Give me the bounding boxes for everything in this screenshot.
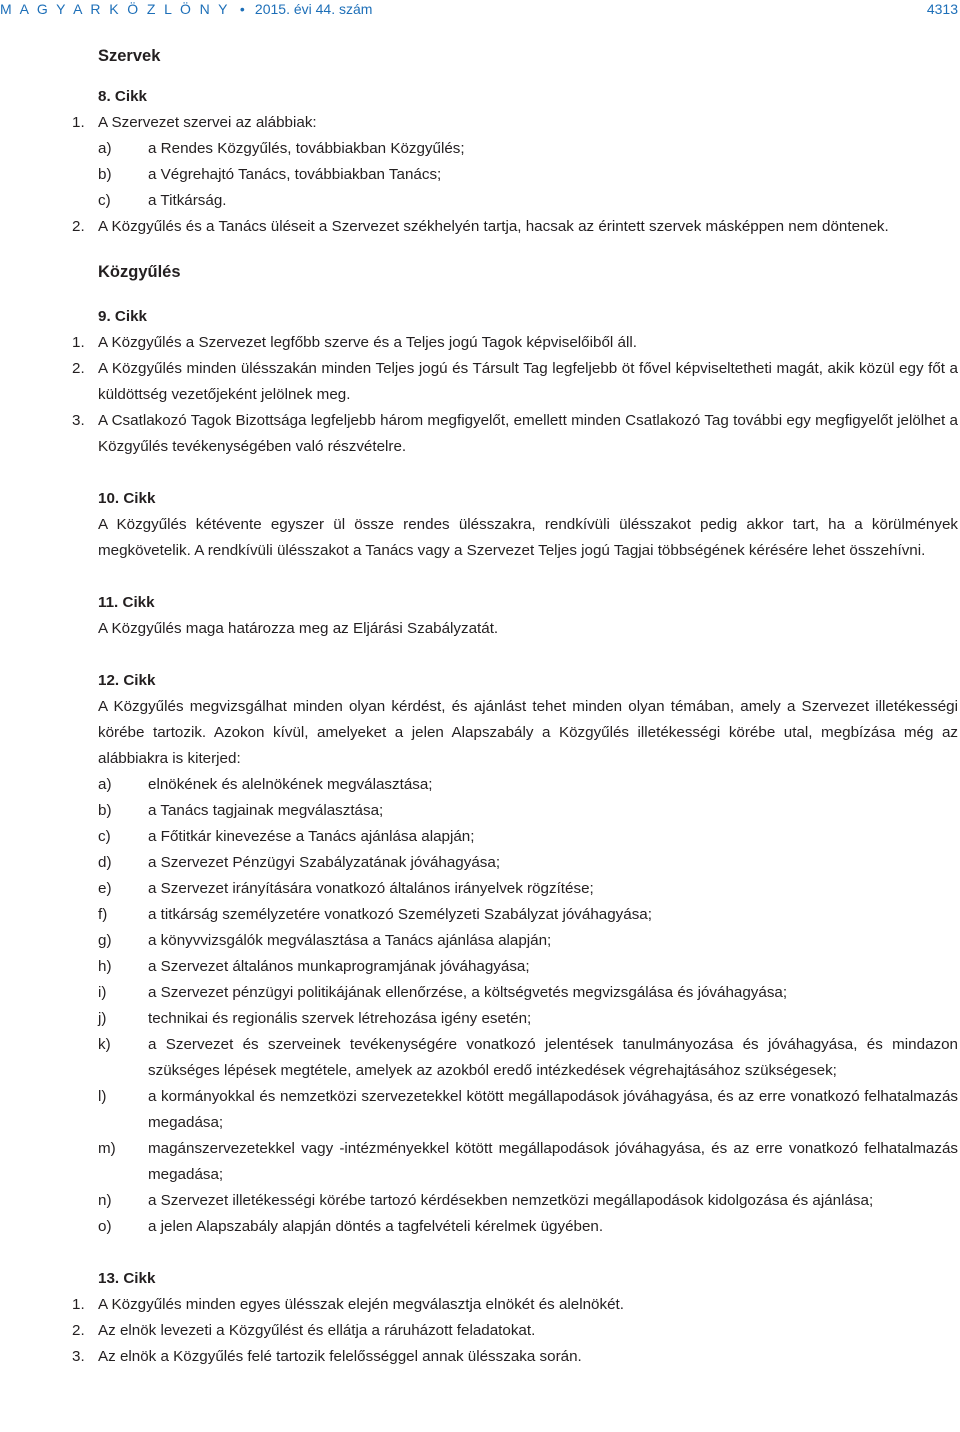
- list-item: h) a Szervezet általános munkaprogramjának jóváhagyása;: [98, 958, 530, 975]
- article-9-para-1: 1. A Közgyűlés a Szervezet legfőbb szerve és a Teljes jogú Tagok képviselőiből áll.: [72, 334, 637, 351]
- article-10-text: A Közgyűlés kétévente egyszer ül össze rendes ülésszakra, rendkívüli ülésszakot pedig akkor tart, ha a körülmények megkövetelik. A rendkívüli ülésszakot a Tanács vagy a Szervezet Teljes jogú Tagjai többségének kérésére lehet összehívni.: [98, 516, 958, 559]
- article-12-heading: 12. Cikk: [98, 672, 156, 689]
- article-13-para-3: 3. Az elnök a Közgyűlés felé tartozik felelősséggel annak ülésszaka során.: [72, 1348, 582, 1365]
- list-item: m) magánszervezetekkel vagy -intézményekkel kötött megállapodások jóváhagyása, és az erre vonatkozó felhatalmazás megadása;: [98, 1140, 958, 1183]
- document-body: [72, 42, 958, 1370]
- list-item: d) a Szervezet Pénzügyi Szabályzatának jóváhagyása;: [98, 854, 501, 871]
- list-item: j) technikai és regionális szervek létrehozása igény esetén;: [98, 1010, 532, 1027]
- article-11-heading: 11. Cikk: [98, 594, 155, 611]
- list-item: n) a Szervezet illetékességi körébe tartozó kérdésekben nemzetközi megállapodások kidolgozása és ajánlása;: [98, 1192, 874, 1209]
- article-11-text: A Közgyűlés maga határozza meg az Eljárási Szabályzatát.: [98, 620, 499, 637]
- list-item: e) a Szervezet irányítására vonatkozó általános irányelvek rögzítése;: [98, 880, 594, 897]
- article-8-item-b: b) a Végrehajtó Tanács, továbbiakban Tanács;: [98, 166, 442, 183]
- article-12-text: A Közgyűlés megvizsgálhat minden olyan kérdést, és ajánlást tehet minden olyan témában, amely a Szervezet illetékességi körébe tartozik. Azokon kívül, amelyeket a jelen Alapszabály a Közgyűlés illetékességi körébe utal, megbízása még az alábbiakra is kiterjed:: [98, 698, 958, 767]
- page-number: 4313: [926, 1, 958, 17]
- article-8-para-1: 1. A Szervezet szervei az alábbiak:: [72, 114, 317, 131]
- list-item: c) a Főtitkár kinevezése a Tanács ajánlása alapján;: [98, 828, 475, 845]
- section-title-szervek: Szervek: [98, 47, 161, 65]
- article-8-heading: 8. Cikk: [98, 88, 147, 105]
- article-12-list: [98, 772, 958, 1240]
- list-item: i) a Szervezet pénzügyi politikájának ellenőrzése, a költségvetés megvizsgálása és jóváhagyása;: [98, 984, 788, 1001]
- article-13-heading: 13. Cikk: [98, 1270, 156, 1287]
- article-9-para-3: 3. A Csatlakozó Tagok Bizottsága legfeljebb három megfigyelőt, emellett minden Csatlakozó Tag további egy megfigyelőt jelölhet a Közgyűlés tevékenységében való részvételre.: [72, 412, 958, 455]
- article-8-para-2: 2. A Közgyűlés és a Tanács üléseit a Szervezet székhelyén tartja, hacsak az érintett szervek másképpen nem döntenek.: [72, 218, 889, 235]
- journal-header: [0, 1, 372, 17]
- list-item: o) a jelen Alapszabály alapján döntés a tagfelvételi kérelmek ügyében.: [98, 1218, 604, 1235]
- list-item: b) a Tanács tagjainak megválasztása;: [98, 802, 384, 819]
- article-13-para-1: 1. A Közgyűlés minden egyes ülésszak elején megválasztja elnökét és alelnökét.: [72, 1296, 624, 1313]
- list-item: a) elnökének és alelnökének megválasztása;: [98, 776, 433, 793]
- list-item: g) a könyvvizsgálók megválasztása a Tanács ajánlása alapján;: [98, 932, 552, 949]
- page-header: [0, 0, 960, 24]
- article-8-item-a: a) a Rendes Közgyűlés, továbbiakban Közgyűlés;: [98, 140, 465, 157]
- header-bullet: •: [239, 1, 245, 17]
- list-item: l) a kormányokkal és nemzetközi szervezetekkel kötött megállapodások jóváhagyása, és az erre vonatkozó felhatalmazás megadása;: [98, 1088, 958, 1131]
- list-item: k) a Szervezet és szerveinek tevékenységére vonatkozó jelentések tanulmányozása és jóváhagyása, és mindazon szükséges lépések megtétele, amelyek az azokból eredő intézkedések végrehajtásához szükségesek;: [98, 1036, 958, 1079]
- list-item: f) a titkárság személyzetére vonatkozó Személyzeti Szabályzat jóváhagyása;: [98, 906, 652, 923]
- issue-number: 2015. évi 44. szám: [254, 1, 373, 17]
- journal-name: M A G Y A R K Ö Z L Ö N Y: [0, 1, 230, 17]
- article-9-heading: 9. Cikk: [98, 308, 147, 325]
- section-title-kozgyules: Közgyűlés: [98, 263, 181, 281]
- article-10-heading: 10. Cikk: [98, 490, 156, 507]
- article-13-para-2: 2. Az elnök levezeti a Közgyűlést és ellátja a ráruházott feladatokat.: [72, 1322, 536, 1339]
- article-9-para-2: 2. A Közgyűlés minden ülésszakán minden Teljes jogú és Társult Tag legfeljebb öt fővel képviseltetheti magát, akik közül egy főt a küldöttség vezetőjeként jelölnek meg.: [72, 360, 958, 403]
- article-8-item-c: c) a Titkárság.: [98, 192, 227, 209]
